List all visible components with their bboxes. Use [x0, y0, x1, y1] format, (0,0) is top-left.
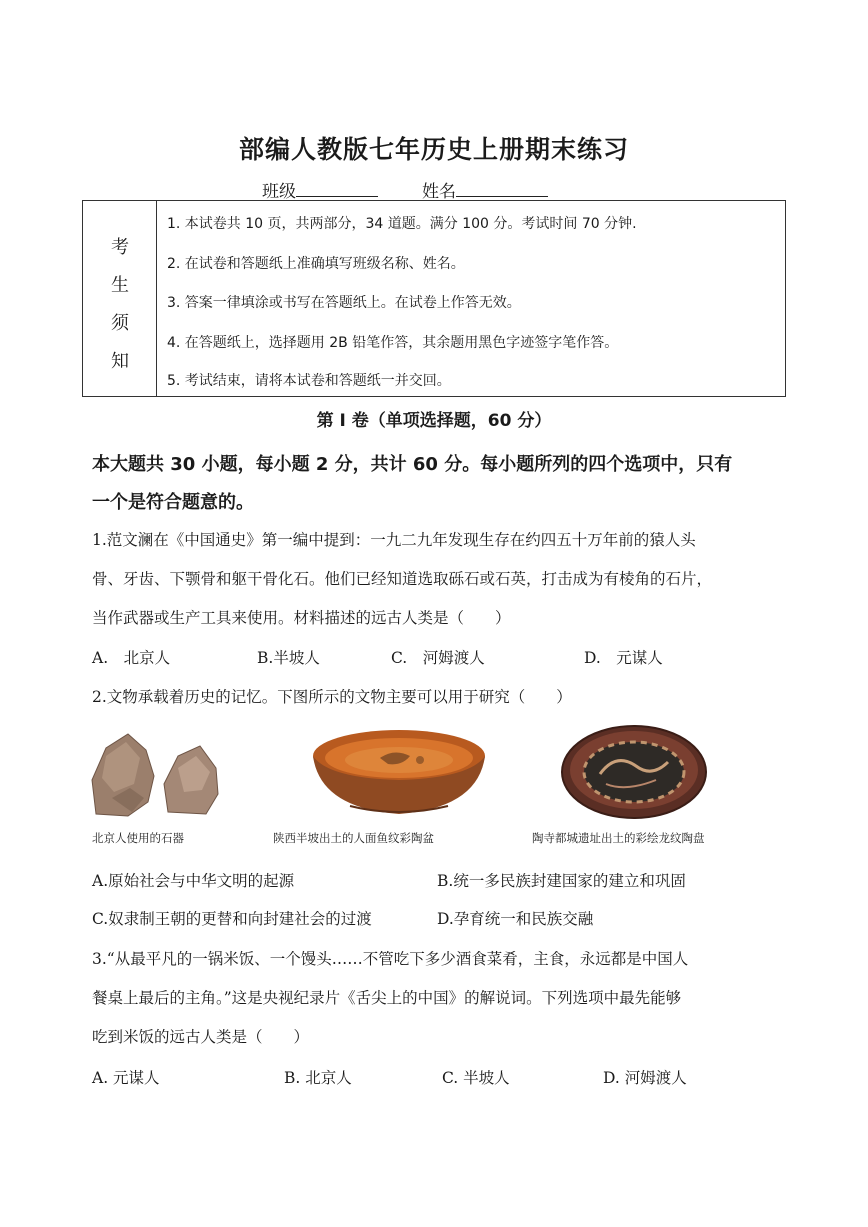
class-label: 班级: [262, 182, 296, 202]
name-label: 姓名: [422, 182, 456, 202]
q1-option-d: D. 元谋人: [584, 649, 663, 667]
exam-title: 部编人教版七年历史上册期末练习: [238, 135, 629, 164]
q1-stem-line: 1.范文澜在《中国通史》第一编中提到：一九二九年发现生存在约四五十万年前的猿人头: [92, 531, 696, 549]
exam-notice-box: [82, 200, 786, 397]
stone-tools-image: [88, 728, 228, 820]
dragon-plate-image: [560, 722, 708, 822]
notice-heading-char: 知: [111, 351, 129, 372]
notice-item: 5. 考试结束，请将本试卷和答题纸一并交回。: [167, 373, 451, 389]
q1-stem-line: 当作武器或生产工具来使用。材料描述的远古人类是（ ）: [92, 609, 511, 627]
q2-option-b: B.统一多民族封建国家的建立和巩固: [437, 872, 686, 890]
image-caption: 陕西半坡出土的人面鱼纹彩陶盆: [273, 831, 434, 845]
notice-heading-char: 考: [111, 237, 129, 258]
q2-stem: 2.文物承载着历史的记忆。下图所示的文物主要可以用于研究（ ）: [92, 688, 572, 706]
q3-option-d: D. 河姆渡人: [603, 1069, 687, 1087]
q3-stem-line: 3.“从最平凡的一锅米饭、一个馒头……不管吃下多少酒食菜肴，主食，永远都是中国人: [92, 950, 689, 968]
section-title: 第 I 卷（单项选择题，60 分）: [316, 411, 552, 431]
q3-stem-line: 餐桌上最后的主角。”这是央视纪录片《舌尖上的中国》的解说词。下列选项中最先能够: [92, 989, 682, 1007]
q1-option-b: B.半坡人: [257, 649, 320, 667]
q3-option-a: A. 元谋人: [92, 1069, 160, 1087]
q2-option-c: C.奴隶制王朝的更替和向封建社会的过渡: [92, 910, 372, 928]
notice-heading-char: 须: [111, 313, 129, 334]
name-blank: [456, 180, 548, 197]
image-caption: 北京人使用的石器: [92, 831, 184, 845]
notice-heading-char: 生: [111, 275, 129, 296]
notice-heading: [83, 201, 157, 396]
image-caption: 陶寺都城遗址出土的彩绘龙纹陶盘: [532, 831, 705, 845]
section-intro-line: 本大题共 30 小题，每小题 2 分，共计 60 分。每小题所列的四个选项中，只有: [92, 454, 733, 475]
class-blank: [296, 180, 378, 197]
notice-item: 3. 答案一律填涂或书写在答题纸上。在试卷上作答无效。: [167, 295, 521, 311]
q2-option-a: A.原始社会与中华文明的起源: [92, 872, 295, 890]
notice-item: 4. 在答题纸上，选择题用 2B 铅笔作答，其余题用黑色字迹签字笔作答。: [167, 335, 619, 351]
q3-option-c: C. 半坡人: [442, 1069, 510, 1087]
q3-option-b: B. 北京人: [284, 1069, 352, 1087]
q2-option-d: D.孕育统一和民族交融: [437, 910, 594, 928]
notice-item: 1. 本试卷共 10 页，共两部分，34 道题。满分 100 分。考试时间 70 分钟.: [167, 216, 637, 232]
class-name-row: [262, 177, 548, 202]
q3-stem-line: 吃到米饭的远古人类是（ ）: [92, 1028, 310, 1046]
q1-option-a: A. 北京人: [92, 649, 171, 667]
q1-option-c: C. 河姆渡人: [391, 649, 485, 667]
q1-stem-line: 骨、牙齿、下颚骨和躯干骨化石。他们已经知道选取砾石或石英，打击成为有棱角的石片，: [92, 570, 713, 588]
fish-face-basin-image: [310, 726, 488, 820]
notice-item: 2. 在试卷和答题纸上准确填写班级名称、姓名。: [167, 256, 465, 272]
section-intro-line: 一个是符合题意的。: [92, 492, 254, 513]
